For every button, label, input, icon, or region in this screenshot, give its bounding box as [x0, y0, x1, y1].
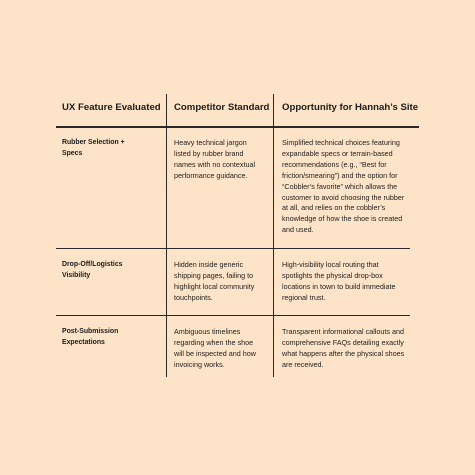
- header-feature: UX Feature Evaluated: [62, 102, 161, 113]
- row-1-competitor: Heavy technical jargon listed by rubber brand names with no contextual performance guidance.: [174, 138, 256, 180]
- comparison-table: [56, 94, 419, 377]
- row-2-feature: Drop-Off/Logistics Visibility: [62, 261, 123, 279]
- row-2-opportunity: High-visibility local routing that spotlights the physical drop-box locations in town to build immediate regional trust.: [282, 260, 396, 302]
- header-divider: [56, 126, 419, 128]
- row-3-competitor: Ambiguous timelines regarding when the shoe will be inspected and how invoicing works.: [174, 327, 256, 369]
- row-2-competitor: Hidden inside generic shipping pages, failing to highlight local community touchpoints.: [174, 260, 255, 302]
- header-competitor: Competitor Standard: [174, 102, 270, 113]
- row-1-feature: Rubber Selection + Specs: [62, 139, 125, 157]
- header-opportunity: Opportunity for Hannah’s Site: [282, 102, 419, 113]
- column-divider-2: [273, 94, 274, 377]
- row-1-opportunity: Simplified technical choices featuring expandable specs or terrain-based recommendations (e.g., “Best for friction/smearing”) and the option for “Cobbler’s favorite” which allows the customer to avoid choosing the rubber at all, and relies on the cobbler’s knowledge of how the shoe is created and used.: [282, 138, 405, 235]
- row-3-opportunity: Transparent informational callouts and comprehensive FAQs detailing exactly what happens after the physical shoes are received.: [282, 327, 405, 369]
- row-3-feature: Post-Submission Expectations: [62, 328, 119, 346]
- row-divider-1: [56, 248, 410, 249]
- column-divider-1: [166, 94, 167, 377]
- row-divider-2: [56, 315, 410, 316]
